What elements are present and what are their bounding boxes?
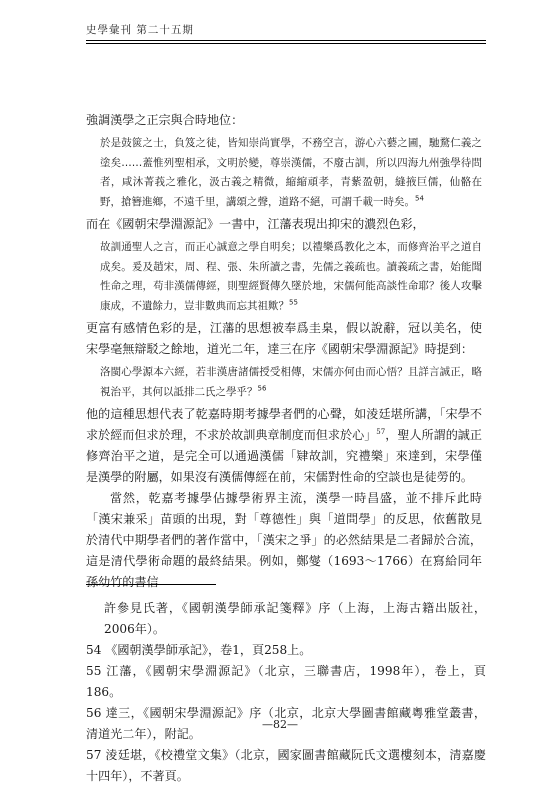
footnote-item: 許參見氏著，《國朝漢學師承記箋釋》序（上海，上海古籍出版社，2006年）。 bbox=[104, 601, 486, 636]
footnote-rule bbox=[86, 584, 216, 585]
block-quote-2: 故訓通聖人之言，而正心誠意之學自明矣；以禮樂爲教化之本，而修齊治平之道自成矣。爰及趙宋，周、程、張、朱所讀之書，先儒之義疏也。讀義疏之書，始能聞性命之理，苟非漢儒傳經，則聖經賢傳久墜於地，宋儒何能高談性命耶？後人攻擊康成，不遺餘力，豈非數典而忘其祖歟？$^{55}$ bbox=[100, 241, 482, 312]
main-text bbox=[86, 110, 482, 593]
footnotes bbox=[86, 598, 486, 787]
footnote-ref-54[interactable]: 54 bbox=[415, 194, 424, 202]
footnote-ref-56[interactable]: 56 bbox=[257, 384, 267, 392]
footnote-item: 56 達三，《國朝宋學淵源記》序（北京，北京大學圖書館藏粵雅堂叢書，清道光二年），附記。 bbox=[86, 706, 486, 741]
lead-paragraph-1: 強調漢學之正宗與合時地位： bbox=[86, 113, 244, 127]
header-rule-thin bbox=[86, 43, 486, 44]
footnote-ref-55[interactable]: 55 bbox=[289, 298, 298, 306]
lead-paragraph-3: 更富有感情色彩的是，江藩的思想被奉爲圭臬，假以說辭，冠以美名，使宋學毫無辯駁之餘地，道光二年，達三在序《國朝宋學淵源記》時提到： bbox=[86, 321, 482, 356]
paragraph-5: 當然，乾嘉考據學佔據學術界主流，漢學一時昌盛，並不排斥此時「漢宋兼采」苗頭的出現，對「尊德性」與「道問學」的反思，依舊散見於清代中期學者們的著作當中，「漢宋之爭」的必然結果是二者歸於合流，這是清代學術命題的最終結果。例如，鄭燮（1693～1766）在寫給同年孫幼竹的書信 bbox=[86, 491, 482, 589]
page-number: —82— bbox=[262, 718, 298, 731]
paragraph-4: 他的這種思想代表了乾嘉時期考據學者們的心聲，如淩廷堪所講，「宋學不求於經而但求於理，不求於故訓典章制度而但求於心」$^{57}$，聖人所謂的誠正修齊治平之道，是完全可以通過漢儒「肄故訓，究禮樂」來達到，宋學僅是漢學的附屬，如果沒有漢儒傳經在前，宋儒對性命的空談也是徒勞的。 bbox=[86, 407, 482, 484]
footnote-item: 55 江藩，《國朝宋學淵源記》（北京，三聯書店，1998年），卷上，頁186。 bbox=[86, 664, 486, 699]
header-rule bbox=[86, 40, 486, 41]
footnote-item: 54 《國朝漢學師承記》，卷1，頁258上。 bbox=[86, 643, 312, 657]
footnote-item: 57 淩廷堪，《校禮堂文集》（北京，國家圖書館藏阮氏文選樓刻本，清嘉慶十四年），不著頁。 bbox=[86, 748, 486, 783]
lead-paragraph-2: 而在《國朝宋學淵源記》一書中，江藩表現出抑宋的濃烈色彩， bbox=[86, 217, 425, 231]
block-quote-1: 於是鼓篋之士，負笈之徒，皆知崇尚實學，不務空言，游心六藝之圃，馳騖仁義之塗矣……蓋惟列聖相承，文明於變，尊崇漢儒，不廢古訓，所以四海九州強學待問者，咸沐菁莪之雅化，汲古義之精微，縮縮頑孝，青紫盈朝，縫掖巨儒，仙骼在野，搶簪進鄉，不遠千里，講頌之聲，道路不絕，可謂千載一時矣。$^{54}$ bbox=[100, 137, 482, 208]
running-header: 史學彙刊 第二十五期 bbox=[86, 24, 194, 36]
block-quote-3: 洛閩心學源本六經，若非漢唐諸儒授受相傳，宋儒亦何由而心悟？且詳言誠正，略視治平，其何以詆排二氏之學乎？$^{56}$ bbox=[100, 366, 482, 398]
footnote-ref-57[interactable]: 57 bbox=[376, 427, 386, 436]
